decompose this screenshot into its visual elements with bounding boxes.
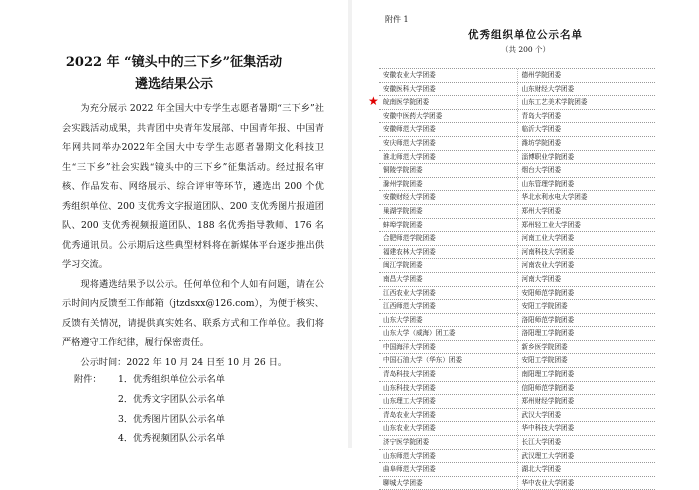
table-cell: 巢湖学院团委 [383,206,423,215]
table-row [379,409,655,423]
table-cell: 合肥师范学院团委 [383,234,436,243]
table-row [379,259,655,273]
table-row [379,69,655,83]
table-row [379,314,655,328]
table-row [379,368,655,382]
table-cell: 潍坊学院团委 [517,137,656,150]
table-cell: 河南农业大学团委 [517,259,656,272]
table-cell: 郑州财经学院团委 [517,395,656,408]
table-row [379,205,655,219]
table-row [379,477,655,490]
table-cell: 皖南医学院团委 [383,98,430,107]
announcement-title: 2022 年 “镜头中的三下乡”征集活动 [65,55,283,70]
table-cell: 洛阳师范学院团委 [517,314,656,327]
table-cell: 洛阳理工学院团委 [517,327,656,340]
red-star-icon: ★ [368,94,379,108]
list-subtitle: （共 200 个） [500,45,551,54]
table-cell: 安徽农业大学团委 [383,71,436,79]
announcement-subtitle: 遴选结果公示 [134,77,213,92]
table-cell: 山东科技大学团委 [383,383,436,392]
table-row [379,96,655,110]
table-cell: 新乡医学院团委 [517,341,656,354]
table-row [379,137,655,151]
table-cell: 山东农业大学团委 [383,424,436,433]
table-cell: 安徽财经大学团委 [383,193,436,202]
table-cell: 安徽师范大学团委 [383,125,436,134]
attachment-item: 2．优秀文字团队公示名单 [118,393,225,405]
table-row [379,463,655,477]
table-row [379,123,655,137]
table-cell: 安徽中医药大学团委 [383,111,443,120]
table-row [379,178,655,192]
paragraph-intro: 为充分展示 2022 年全国大中专学生志愿者暑期“三下乡”社会实践活动成果，共青团中央青年发展部、中国青年报、中国青年网共同举办2022年全国大中专学生志愿者暑期文化科技卫生“三下乡”社会实践“镜头中的三下乡”征集活动。经过报名审核、作品发布、网络展示、综合评审等环节，遴选出 200 个优秀组织单位、200 支优秀文字报道团队、200 支优秀图片报道团队、200 支优秀视频报道团队、188 名优秀指导教师、176 名优秀通讯员。公示期后这些典型材料将在新媒体平台逐步推出供学习交流。 [62,103,324,270]
table-cell: 闽江学院团委 [383,261,423,270]
attachments-list [74,370,225,449]
table-row [379,246,655,260]
table-cell: 河南工业大学团委 [517,232,656,245]
table-row [379,151,655,165]
table-row [379,354,655,368]
table-row [379,327,655,341]
table-cell: 郑州大学团委 [517,205,656,218]
table-cell: 江西农业大学团委 [383,288,436,297]
table-cell: 安徽医科大学团委 [383,84,436,93]
attachment-item: 4．优秀视频团队公示名单 [118,433,225,445]
table-cell: 山东理工大学团委 [383,397,436,406]
table-cell: 华中农业大学团委 [517,477,656,490]
table-cell: 铜陵学院团委 [383,166,423,175]
table-cell: 济宁医学院团委 [383,438,430,447]
table-row [379,341,655,355]
announcement-body [62,99,324,372]
table-cell: 安阳师范学院团委 [517,287,656,300]
table-cell: 淮北师范大学团委 [383,152,436,161]
table-cell: 湖北大学团委 [517,463,656,476]
attachment-item: 3．优秀图片团队公示名单 [118,413,225,425]
table-row [379,436,655,450]
table-row [379,395,655,409]
table-cell: 临沂大学团委 [517,123,656,136]
table-row [379,232,655,246]
table-cell: 山东大学（威海）团工委 [383,329,456,338]
table-row [379,273,655,287]
table-cell: 郑州轻工业大学团委 [517,219,656,232]
table-cell: 武汉大学团委 [517,409,656,422]
table-row [379,382,655,396]
table-cell: 江西师范大学团委 [383,302,436,311]
table-cell: 河南大学团委 [517,273,656,286]
table-cell: 山东财经大学团委 [517,83,656,96]
table-cell: 青岛科技大学团委 [383,370,436,379]
left-document-page [0,0,348,448]
table-row [379,450,655,464]
table-cell: 南阳理工学院团委 [517,368,656,381]
right-document-page [352,0,699,487]
appendix-label: 附件 1 [385,15,409,24]
paragraph-notice: 现将遴选结果予以公示。任何单位和个人如有问题，请在公示时间内反馈至工作邮箱（jtzdsxx@126.com），为便于核实、反馈有关情况，请提供真实姓名、联系方式和工作单位。我们将严格遵守工作纪律，履行保密责任。 [62,278,324,348]
table-row [379,191,655,205]
table-cell: 青岛农业大学团委 [383,410,436,419]
table-cell: 淄博职业学院团委 [517,151,656,164]
table-cell: 福建农林大学团委 [383,247,436,256]
table-row [379,110,655,124]
table-cell: 山东管理学院团委 [517,178,656,191]
table-cell: 武汉理工大学团委 [517,450,656,463]
list-title: 优秀组织单位公示名单 [468,29,583,41]
table-cell: 华北水利水电大学团委 [517,191,656,204]
attachments-label: 附件： [74,374,102,385]
table-row [379,422,655,436]
table-cell: 中国石油大学（华东）团委 [383,356,463,365]
table-cell: 青岛大学团委 [517,110,656,123]
table-cell: 长江大学团委 [517,436,656,449]
table-cell: 山东工艺美术学院团委 [517,96,656,109]
table-cell: 安庆师范大学团委 [383,138,436,147]
organization-table [379,68,655,490]
table-cell: 安阳工学院团委 [517,300,656,313]
table-cell: 烟台大学团委 [517,164,656,177]
paragraph-period: 公示时间：2022 年 10 月 24 日至 10 月 26 日。 [80,356,288,368]
table-cell: 安阳工学院团委 [517,354,656,367]
table-cell: 南昌大学团委 [383,274,423,283]
table-cell: 山东大学团委 [383,315,423,324]
table-cell: 滁州学院团委 [383,179,423,188]
table-cell: 中国海洋大学团委 [383,342,436,351]
table-row [379,83,655,97]
table-cell: 山东师范大学团委 [383,451,436,460]
table-cell: 信阳师范学院团委 [517,382,656,395]
table-cell: 蚌埠学院团委 [383,220,423,229]
table-cell: 河南科技大学团委 [517,246,656,259]
attachment-item: 1．优秀组织单位公示名单 [118,374,225,385]
table-row [379,164,655,178]
table-row [379,219,655,233]
table-row [379,300,655,314]
table-cell: 华中科技大学团委 [517,422,656,435]
table-cell: 曲阜师范大学团委 [383,465,436,474]
table-row [379,287,655,301]
table-cell: 德州学院团委 [517,69,656,82]
table-cell: 聊城大学团委 [383,478,423,487]
